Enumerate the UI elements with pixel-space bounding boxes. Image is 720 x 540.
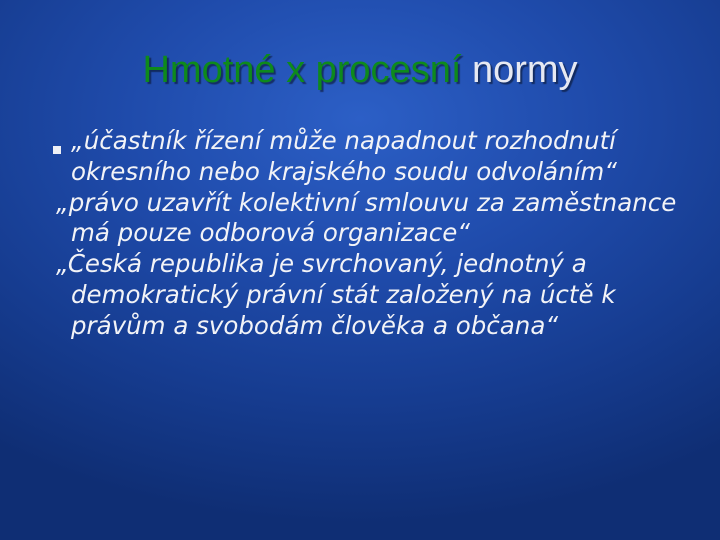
square-bullet-icon [53, 146, 61, 154]
quote-paragraph-2: „právo uzavřít kolektivní smlouvu za zaměstnance má pouze odborová organizace“ [56, 187, 677, 248]
quote-paragraph-1: „účastník řízení může napadnout rozhodnutí okresního nebo krajského soudu odvoláním“ [71, 126, 617, 186]
quote-paragraph-3: „Česká republika je svrchovaný, jednotný a demokratický právní stát založený na úctě k právům a svobodám člověka a občana“ [56, 249, 616, 340]
slide-title [0, 44, 720, 96]
slide-content [56, 126, 696, 342]
title-part-green: Hmotné x procesní [142, 49, 462, 91]
title-part-light: normy [471, 49, 578, 91]
